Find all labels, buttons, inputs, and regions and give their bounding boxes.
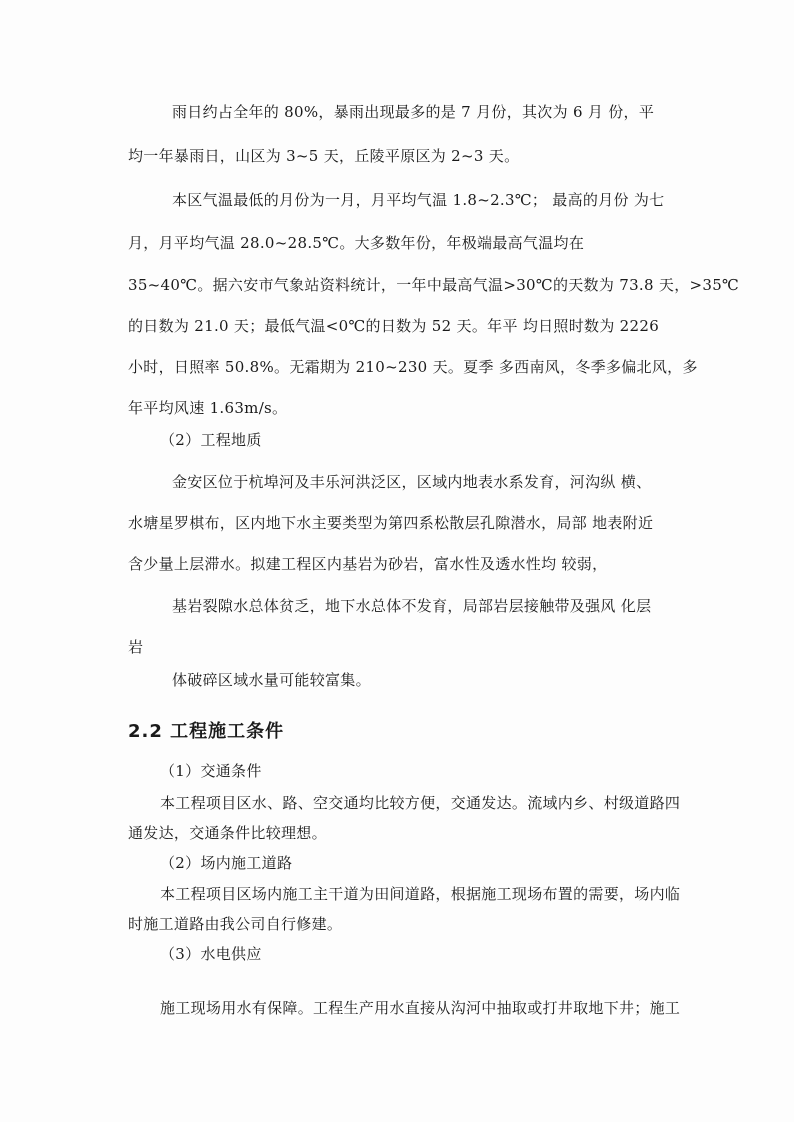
temp-line-3: 35~40℃。据六安市气象站资料统计，一年中最高气温>30℃的天数为 73.8 天，>35℃ bbox=[128, 276, 740, 294]
rain-line-1: 雨日约占全年的 80%，暴雨出现最多的是 7 月份，其次为 6 月 份，平 bbox=[172, 103, 655, 121]
traffic-line-2: 通发达，交通条件比较理想。 bbox=[128, 824, 327, 842]
geology-line-3: 含少量上层滞水。拟建工程区内基岩为砂岩，富水性及透水性均 较弱， bbox=[128, 555, 608, 573]
geology-line-1: 金安区位于杭埠河及丰乐河洪泛区，区域内地表水系发育，河沟纵 横、 bbox=[172, 473, 652, 491]
geology-line-4: 基岩裂隙水总体贫乏，地下水总体不发育，局部岩层接触带及强风 化层 bbox=[172, 597, 652, 615]
road-line-2: 时施工道路由我公司自行修建。 bbox=[128, 915, 343, 933]
geology-line-6: 体破碎区域水量可能较富集。 bbox=[172, 671, 371, 689]
geology-title: （2）工程地质 bbox=[160, 431, 262, 449]
geology-line-5: 岩 bbox=[128, 638, 144, 656]
road-title: （2）场内施工道路 bbox=[160, 854, 293, 872]
temp-line-1: 本区气温最低的月份为一月，月平均气温 1.8~2.3℃； 最高的月份 为七 bbox=[172, 191, 665, 209]
traffic-title: （1）交通条件 bbox=[160, 762, 262, 780]
temp-line-6: 年平均风速 1.63m/s。 bbox=[128, 399, 288, 417]
power-title: （3）水电供应 bbox=[160, 945, 262, 963]
temp-line-5: 小时，日照率 50.8%。无霜期为 210~230 天。夏季 多西南风，冬季多偏北风，多 bbox=[128, 358, 698, 376]
traffic-line-1: 本工程项目区水、路、空交通均比较方便，交通发达。流域内乡、村级道路四 bbox=[160, 794, 681, 812]
road-line-1: 本工程项目区场内施工主干道为田间道路，根据施工现场布置的需要，场内临 bbox=[160, 885, 681, 903]
rain-line-2: 均一年暴雨日，山区为 3~5 天，丘陵平原区为 2~3 天。 bbox=[128, 147, 520, 165]
temp-line-4: 的日数为 21.0 天；最低气温<0℃的日数为 52 天。年平 均日照时数为 2226 bbox=[128, 317, 660, 335]
temp-line-2: 月，月平均气温 28.0~28.5℃。大多数年份，年极端最高气温均在 bbox=[128, 234, 585, 252]
geology-line-2: 水塘星罗棋布，区内地下水主要类型为第四系松散层孔隙潜水，局部 地表附近 bbox=[128, 514, 654, 532]
section-heading: 2.2 工程施工条件 bbox=[128, 721, 285, 742]
power-line-1: 施工现场用水有保障。工程生产用水直接从沟河中抽取或打井取地下井；施工 bbox=[160, 999, 681, 1017]
